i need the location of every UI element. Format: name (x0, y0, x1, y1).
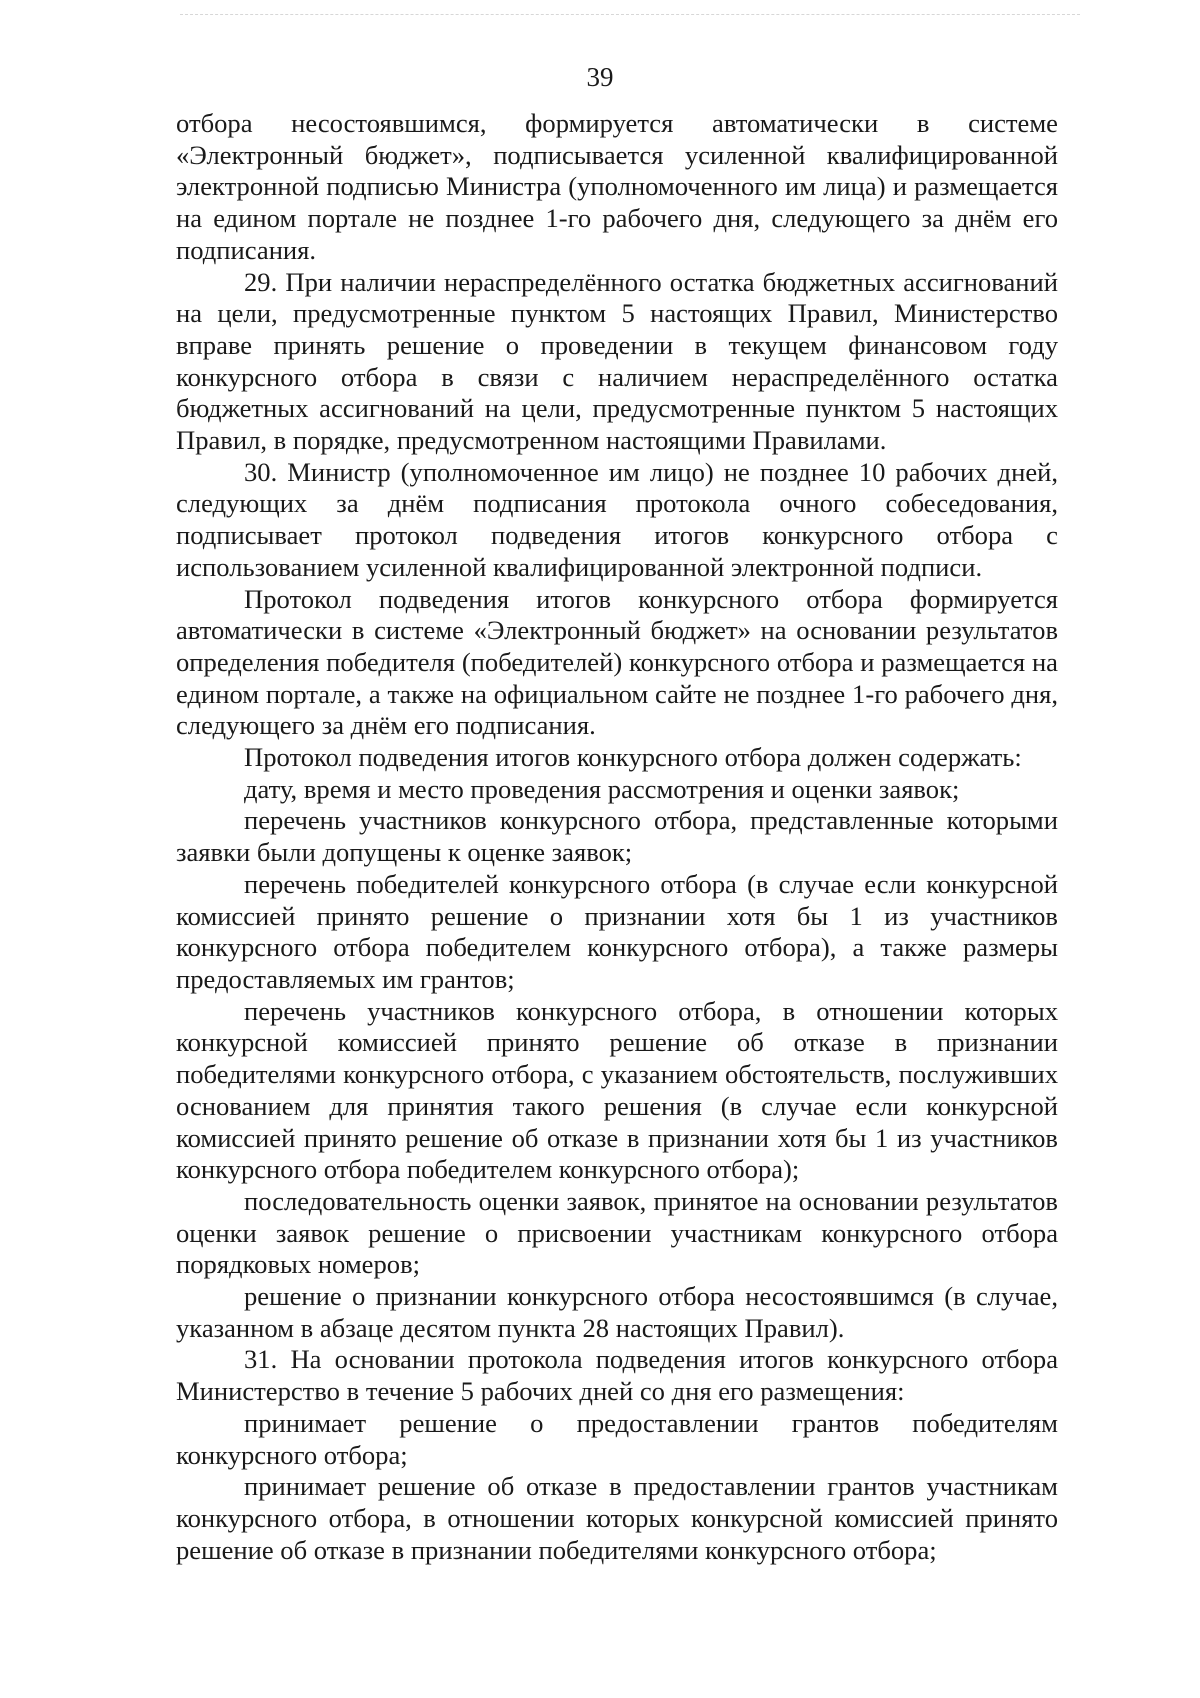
paragraph-list-item-winners: перечень победителей конкурсного отбора (в случае если конкурсной комиссией принято решение о признании хотя бы 1 из участников конкурсного отбора победителем конкурсного отбора), а также размеры предоставляемых им грантов; (176, 868, 1058, 994)
paragraph-item-29: 29. При наличии нераспределённого остатка бюджетных ассигнований на цели, предусмотренные пунктом 5 настоящих Правил, Министерство вправе принять решение о проведении в текущем финансовом году конкурсного отбора в связи с наличием нераспределённого остатка бюджетных ассигнований на цели, предусмотренные пунктом 5 настоящих Правил, в порядке, предусмотренном настоящими Правилами. (176, 266, 1058, 456)
page-number: 39 (586, 62, 614, 92)
paragraph-decision-grant: принимает решение о предоставлении грантов победителям конкурсного отбора; (176, 1407, 1058, 1470)
paragraph-continuation: отбора несостоявшимся, формируется автоматически в системе «Электронный бюджет», подписывается усиленной квалифицированной электронной подписью Министра (уполномоченного им лица) и размещается на едином портале не позднее 1-го рабочего дня, следующего за днём его подписания. (176, 108, 1058, 265)
paragraph-list-item-sequence: последовательность оценки заявок, принятое на основании результатов оценки заявок решение о присвоении участникам конкурсного отбора порядковых номеров; (176, 1185, 1058, 1280)
scan-artifact-line (180, 14, 1080, 19)
paragraph-protocol-contents-intro: Протокол подведения итогов конкурсного отбора должен содержать: (244, 742, 1022, 773)
paragraph-decision-refusal: принимает решение об отказе в предоставлении грантов участникам конкурсного отбора, в отношении которых конкурсной комиссией принято решение об отказе в признании победителями конкурсного отбора; (176, 1471, 1058, 1565)
paragraph-protocol-formation: Протокол подведения итогов конкурсного отбора формируется автоматически в системе «Электронный бюджет» на основании результатов определения победителя (победителей) конкурсного отбора и размещается на едином портале, а также на официальном сайте не позднее 1-го рабочего дня, следующего за днём его подписания. (176, 583, 1058, 741)
paragraph-list-item-refused: перечень участников конкурсного отбора, в отношении которых конкурсной комиссией принято решение об отказе в признании победителями конкурсного отбора, с указанием обстоятельств, послуживших основанием для принятия такого решения (в случае если конкурсной комиссией принято решение об отказе в признании хотя бы 1 из участников конкурсного отбора победителем конкурсного отбора); (176, 995, 1058, 1185)
paragraph-item-30: 30. Министр (уполномоченное им лицо) не позднее 10 рабочих дней, следующих за днём подписания протокола очного собеседования, подписывает протокол подведения итогов конкурсного отбора с использованием усиленной квалифицированной электронной подписи. (176, 456, 1058, 582)
paragraph-list-item-date: дату, время и место проведения рассмотрения и оценки заявок; (244, 773, 960, 804)
paragraph-item-31: 31. На основании протокола подведения итогов конкурсного отбора Министерство в течение 5 рабочих дней со дня его размещения: (176, 1344, 1058, 1407)
paragraph-list-item-failed: решение о признании конкурсного отбора несостоявшимся (в случае, указанном в абзаце десятом пункта 28 настоящих Правил). (176, 1281, 1058, 1343)
paragraph-list-item-admitted: перечень участников конкурсного отбора, представленные которыми заявки были допущены к оценке заявок; (176, 805, 1058, 868)
document-body (176, 108, 1058, 1566)
